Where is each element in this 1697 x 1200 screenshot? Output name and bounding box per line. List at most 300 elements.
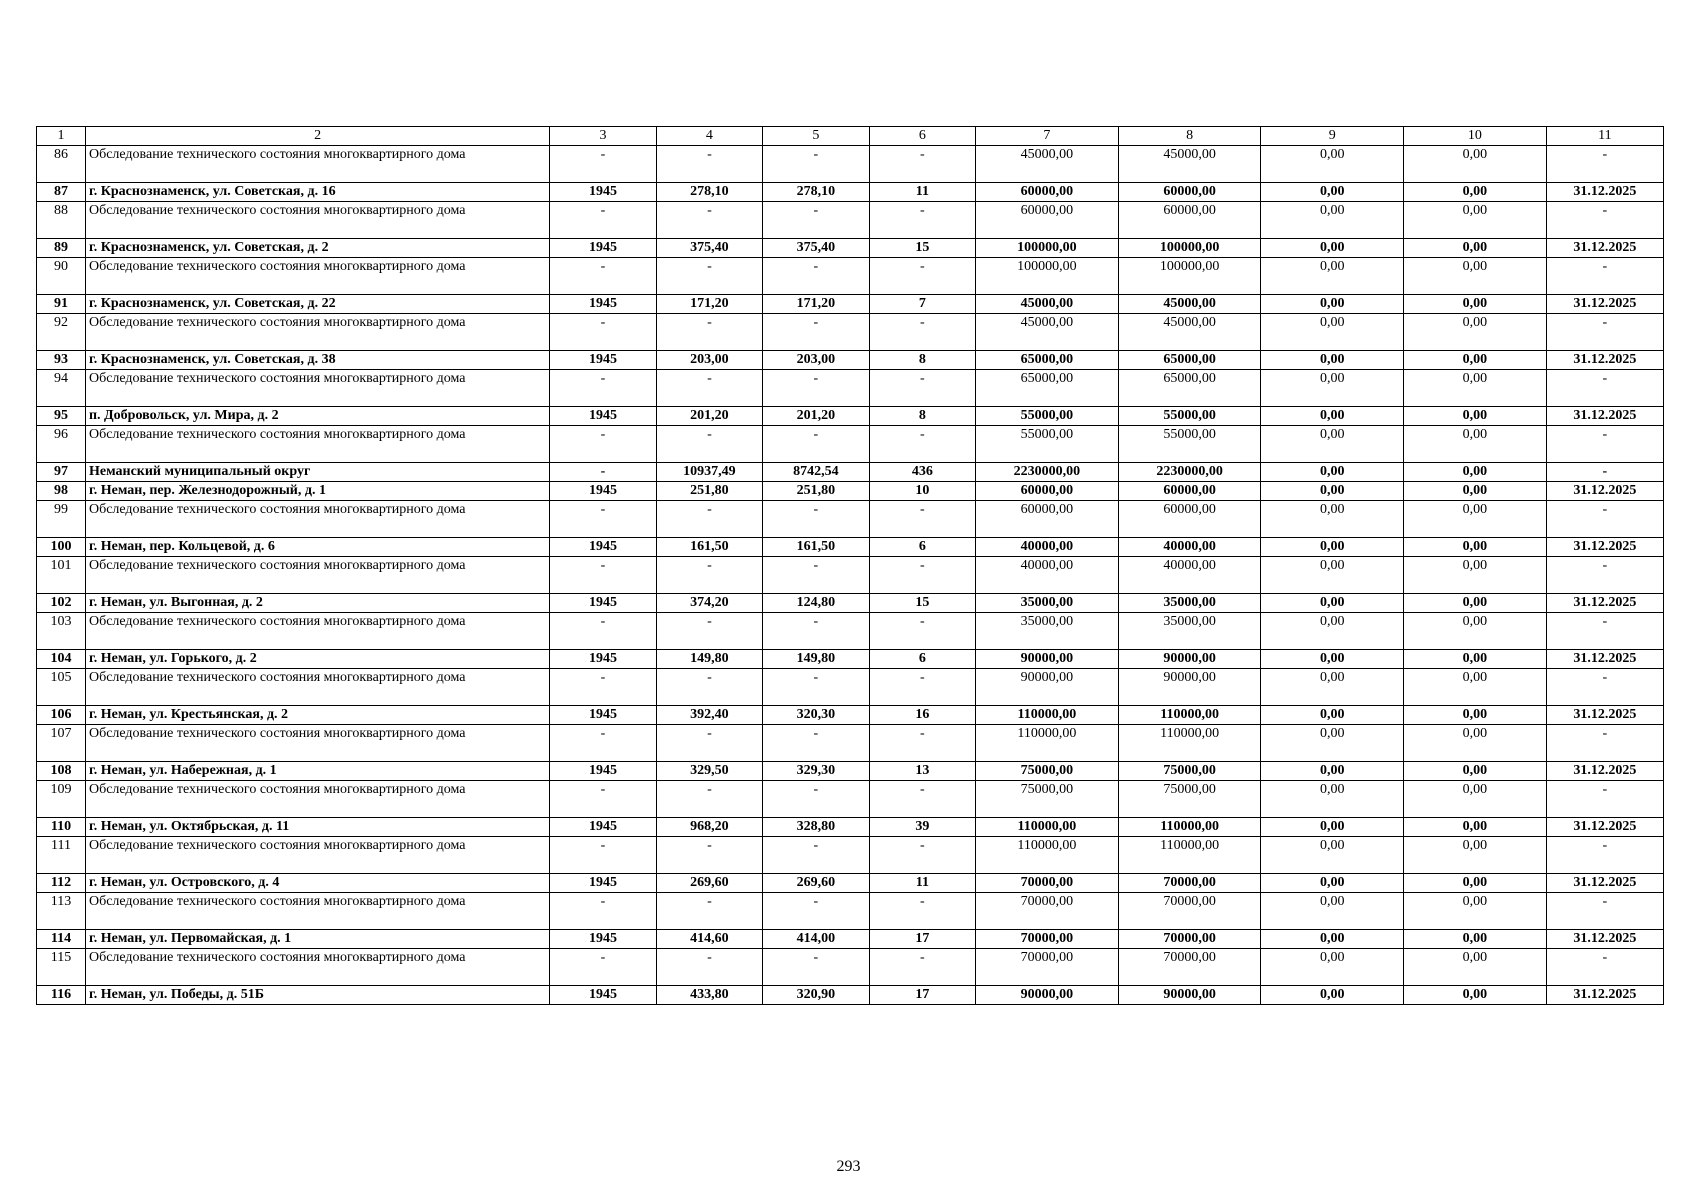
column-header: 11 xyxy=(1546,127,1663,146)
cell-col6: - xyxy=(869,893,975,930)
table-row xyxy=(37,594,1664,613)
cell-col10: 0,00 xyxy=(1404,669,1547,706)
cell-col7: 40000,00 xyxy=(976,538,1119,557)
cell-col7: 35000,00 xyxy=(976,613,1119,650)
cell-col8: 40000,00 xyxy=(1118,538,1261,557)
cell-col3: - xyxy=(550,949,656,986)
cell-col10: 0,00 xyxy=(1404,613,1547,650)
table-row xyxy=(37,183,1664,202)
table-row xyxy=(37,463,1664,482)
row-number: 116 xyxy=(37,986,86,1005)
row-number: 89 xyxy=(37,239,86,258)
cell-col4: 329,50 xyxy=(656,762,762,781)
cell-col9: 0,00 xyxy=(1261,594,1404,613)
row-number: 94 xyxy=(37,370,86,407)
row-name: Обследование технического состояния многоквартирного дома xyxy=(85,501,549,538)
cell-col10: 0,00 xyxy=(1404,781,1547,818)
cell-col8: 35000,00 xyxy=(1118,613,1261,650)
cell-col7: 110000,00 xyxy=(976,837,1119,874)
cell-col9: 0,00 xyxy=(1261,295,1404,314)
cell-col4: 161,50 xyxy=(656,538,762,557)
row-name: г. Краснознаменск, ул. Советская, д. 38 xyxy=(85,351,549,370)
cell-col8: 100000,00 xyxy=(1118,258,1261,295)
cell-col9: 0,00 xyxy=(1261,650,1404,669)
cell-col9: 0,00 xyxy=(1261,893,1404,930)
table-row xyxy=(37,986,1664,1005)
cell-col5: - xyxy=(763,781,869,818)
cell-col3: - xyxy=(550,613,656,650)
row-number: 108 xyxy=(37,762,86,781)
row-name: г. Неман, ул. Первомайская, д. 1 xyxy=(85,930,549,949)
cell-col3: 1945 xyxy=(550,407,656,426)
cell-col9: 0,00 xyxy=(1261,370,1404,407)
cell-col9: 0,00 xyxy=(1261,725,1404,762)
row-name: Обследование технического состояния многоквартирного дома xyxy=(85,258,549,295)
cell-col10: 0,00 xyxy=(1404,314,1547,351)
cell-col4: 149,80 xyxy=(656,650,762,669)
cell-col11: - xyxy=(1546,463,1663,482)
cell-col9: 0,00 xyxy=(1261,463,1404,482)
cell-col11: - xyxy=(1546,370,1663,407)
cell-col4: - xyxy=(656,837,762,874)
cell-col6: 8 xyxy=(869,351,975,370)
cell-col11: 31.12.2025 xyxy=(1546,239,1663,258)
row-number: 112 xyxy=(37,874,86,893)
cell-col9: 0,00 xyxy=(1261,557,1404,594)
row-name: г. Неман, пер. Железнодорожный, д. 1 xyxy=(85,482,549,501)
table-row xyxy=(37,837,1664,874)
cell-col9: 0,00 xyxy=(1261,202,1404,239)
table-row xyxy=(37,893,1664,930)
cell-col10: 0,00 xyxy=(1404,202,1547,239)
row-name: Обследование технического состояния многоквартирного дома xyxy=(85,837,549,874)
cell-col4: 433,80 xyxy=(656,986,762,1005)
table-row xyxy=(37,874,1664,893)
cell-col11: 31.12.2025 xyxy=(1546,930,1663,949)
cell-col7: 90000,00 xyxy=(976,650,1119,669)
cell-col9: 0,00 xyxy=(1261,183,1404,202)
cell-col11: 31.12.2025 xyxy=(1546,874,1663,893)
cell-col5: 269,60 xyxy=(763,874,869,893)
row-name: Обследование технического состояния многоквартирного дома xyxy=(85,613,549,650)
cell-col3: 1945 xyxy=(550,650,656,669)
row-number: 100 xyxy=(37,538,86,557)
cell-col10: 0,00 xyxy=(1404,482,1547,501)
cell-col4: - xyxy=(656,781,762,818)
cell-col10: 0,00 xyxy=(1404,837,1547,874)
table-row xyxy=(37,818,1664,837)
cell-col4: - xyxy=(656,501,762,538)
column-header: 10 xyxy=(1404,127,1547,146)
cell-col6: 11 xyxy=(869,183,975,202)
cell-col11: - xyxy=(1546,949,1663,986)
cell-col11: - xyxy=(1546,314,1663,351)
cell-col7: 110000,00 xyxy=(976,818,1119,837)
row-number: 86 xyxy=(37,146,86,183)
cell-col9: 0,00 xyxy=(1261,930,1404,949)
cell-col7: 100000,00 xyxy=(976,258,1119,295)
cell-col8: 45000,00 xyxy=(1118,295,1261,314)
cell-col7: 60000,00 xyxy=(976,482,1119,501)
table-body xyxy=(37,146,1664,1005)
cell-col11: 31.12.2025 xyxy=(1546,295,1663,314)
table-row xyxy=(37,239,1664,258)
column-header: 6 xyxy=(869,127,975,146)
cell-col5: - xyxy=(763,837,869,874)
cell-col5: - xyxy=(763,314,869,351)
cell-col8: 35000,00 xyxy=(1118,594,1261,613)
cell-col9: 0,00 xyxy=(1261,351,1404,370)
cell-col9: 0,00 xyxy=(1261,239,1404,258)
cell-col4: 374,20 xyxy=(656,594,762,613)
row-number: 114 xyxy=(37,930,86,949)
cell-col6: 15 xyxy=(869,239,975,258)
cell-col11: - xyxy=(1546,258,1663,295)
column-header: 8 xyxy=(1118,127,1261,146)
cell-col9: 0,00 xyxy=(1261,538,1404,557)
cell-col11: 31.12.2025 xyxy=(1546,762,1663,781)
cell-col3: 1945 xyxy=(550,930,656,949)
cell-col9: 0,00 xyxy=(1261,314,1404,351)
cell-col10: 0,00 xyxy=(1404,818,1547,837)
cell-col6: - xyxy=(869,501,975,538)
cell-col4: - xyxy=(656,669,762,706)
cell-col8: 45000,00 xyxy=(1118,314,1261,351)
cell-col5: 320,90 xyxy=(763,986,869,1005)
cell-col7: 45000,00 xyxy=(976,314,1119,351)
cell-col7: 45000,00 xyxy=(976,146,1119,183)
cell-col10: 0,00 xyxy=(1404,295,1547,314)
row-number: 106 xyxy=(37,706,86,725)
cell-col11: - xyxy=(1546,202,1663,239)
cell-col6: - xyxy=(869,314,975,351)
cell-col11: 31.12.2025 xyxy=(1546,538,1663,557)
row-number: 115 xyxy=(37,949,86,986)
cell-col6: - xyxy=(869,669,975,706)
row-number: 93 xyxy=(37,351,86,370)
cell-col11: - xyxy=(1546,613,1663,650)
table-row xyxy=(37,202,1664,239)
cell-col10: 0,00 xyxy=(1404,463,1547,482)
cell-col3: - xyxy=(550,463,656,482)
table-row xyxy=(37,501,1664,538)
cell-col3: 1945 xyxy=(550,538,656,557)
cell-col4: 392,40 xyxy=(656,706,762,725)
cell-col4: - xyxy=(656,202,762,239)
row-name: Обследование технического состояния многоквартирного дома xyxy=(85,893,549,930)
cell-col9: 0,00 xyxy=(1261,818,1404,837)
cell-col5: 201,20 xyxy=(763,407,869,426)
cell-col11: 31.12.2025 xyxy=(1546,351,1663,370)
cell-col8: 2230000,00 xyxy=(1118,463,1261,482)
cell-col5: - xyxy=(763,146,869,183)
column-header: 3 xyxy=(550,127,656,146)
cell-col4: 278,10 xyxy=(656,183,762,202)
cell-col7: 75000,00 xyxy=(976,762,1119,781)
cell-col5: - xyxy=(763,370,869,407)
cell-col7: 65000,00 xyxy=(976,370,1119,407)
cell-col5: 124,80 xyxy=(763,594,869,613)
cell-col5: - xyxy=(763,501,869,538)
cell-col11: 31.12.2025 xyxy=(1546,986,1663,1005)
cell-col10: 0,00 xyxy=(1404,183,1547,202)
column-header: 2 xyxy=(85,127,549,146)
row-name: г. Неман, ул. Победы, д. 51Б xyxy=(85,986,549,1005)
cell-col10: 0,00 xyxy=(1404,501,1547,538)
cell-col7: 55000,00 xyxy=(976,407,1119,426)
cell-col8: 90000,00 xyxy=(1118,669,1261,706)
cell-col5: - xyxy=(763,258,869,295)
cell-col5: - xyxy=(763,725,869,762)
cell-col10: 0,00 xyxy=(1404,986,1547,1005)
cell-col3: 1945 xyxy=(550,762,656,781)
table-row xyxy=(37,669,1664,706)
table-row xyxy=(37,650,1664,669)
cell-col5: - xyxy=(763,949,869,986)
cell-col3: 1945 xyxy=(550,351,656,370)
cell-col8: 110000,00 xyxy=(1118,706,1261,725)
cell-col10: 0,00 xyxy=(1404,258,1547,295)
cell-col9: 0,00 xyxy=(1261,781,1404,818)
row-number: 107 xyxy=(37,725,86,762)
cell-col11: - xyxy=(1546,146,1663,183)
cell-col8: 65000,00 xyxy=(1118,351,1261,370)
row-number: 102 xyxy=(37,594,86,613)
cell-col9: 0,00 xyxy=(1261,258,1404,295)
cell-col10: 0,00 xyxy=(1404,370,1547,407)
row-number: 111 xyxy=(37,837,86,874)
cell-col7: 100000,00 xyxy=(976,239,1119,258)
cell-col8: 75000,00 xyxy=(1118,762,1261,781)
cell-col7: 70000,00 xyxy=(976,949,1119,986)
cell-col6: 13 xyxy=(869,762,975,781)
cell-col9: 0,00 xyxy=(1261,949,1404,986)
row-name: г. Краснознаменск, ул. Советская, д. 16 xyxy=(85,183,549,202)
cell-col11: - xyxy=(1546,893,1663,930)
cell-col11: 31.12.2025 xyxy=(1546,706,1663,725)
table-row xyxy=(37,706,1664,725)
cell-col6: - xyxy=(869,837,975,874)
row-number: 103 xyxy=(37,613,86,650)
cell-col11: - xyxy=(1546,837,1663,874)
table-row xyxy=(37,295,1664,314)
cell-col4: - xyxy=(656,949,762,986)
cell-col9: 0,00 xyxy=(1261,669,1404,706)
table-row xyxy=(37,351,1664,370)
cell-col5: 328,80 xyxy=(763,818,869,837)
cell-col9: 0,00 xyxy=(1261,706,1404,725)
column-header: 1 xyxy=(37,127,86,146)
cell-col10: 0,00 xyxy=(1404,874,1547,893)
cell-col7: 90000,00 xyxy=(976,669,1119,706)
cell-col4: - xyxy=(656,370,762,407)
cell-col7: 35000,00 xyxy=(976,594,1119,613)
cell-col10: 0,00 xyxy=(1404,762,1547,781)
cell-col6: 17 xyxy=(869,930,975,949)
cell-col6: - xyxy=(869,258,975,295)
cell-col8: 55000,00 xyxy=(1118,407,1261,426)
cell-col11: - xyxy=(1546,501,1663,538)
cell-col6: 16 xyxy=(869,706,975,725)
page-number: 293 xyxy=(836,1158,861,1175)
cell-col3: 1945 xyxy=(550,594,656,613)
cell-col3: 1945 xyxy=(550,986,656,1005)
row-number: 97 xyxy=(37,463,86,482)
cell-col4: 269,60 xyxy=(656,874,762,893)
row-name: г. Неман, ул. Крестьянская, д. 2 xyxy=(85,706,549,725)
row-number: 95 xyxy=(37,407,86,426)
cell-col11: 31.12.2025 xyxy=(1546,818,1663,837)
row-name: г. Неман, ул. Набережная, д. 1 xyxy=(85,762,549,781)
cell-col3: - xyxy=(550,669,656,706)
cell-col5: - xyxy=(763,426,869,463)
cell-col5: 375,40 xyxy=(763,239,869,258)
cell-col11: 31.12.2025 xyxy=(1546,183,1663,202)
cell-col8: 65000,00 xyxy=(1118,370,1261,407)
cell-col5: - xyxy=(763,893,869,930)
row-number: 104 xyxy=(37,650,86,669)
cell-col7: 55000,00 xyxy=(976,426,1119,463)
cell-col10: 0,00 xyxy=(1404,725,1547,762)
row-name: г. Неман, ул. Островского, д. 4 xyxy=(85,874,549,893)
row-name: г. Неман, ул. Горького, д. 2 xyxy=(85,650,549,669)
cell-col6: 39 xyxy=(869,818,975,837)
row-number: 105 xyxy=(37,669,86,706)
cell-col8: 110000,00 xyxy=(1118,818,1261,837)
cell-col6: 7 xyxy=(869,295,975,314)
cell-col4: 10937,49 xyxy=(656,463,762,482)
cell-col11: 31.12.2025 xyxy=(1546,650,1663,669)
cell-col6: 436 xyxy=(869,463,975,482)
cell-col5: 320,30 xyxy=(763,706,869,725)
cell-col3: - xyxy=(550,258,656,295)
cell-col3: - xyxy=(550,202,656,239)
cell-col8: 70000,00 xyxy=(1118,949,1261,986)
cell-col7: 60000,00 xyxy=(976,202,1119,239)
row-name: Обследование технического состояния многоквартирного дома xyxy=(85,557,549,594)
cell-col3: - xyxy=(550,314,656,351)
cell-col3: - xyxy=(550,501,656,538)
cell-col10: 0,00 xyxy=(1404,557,1547,594)
cell-col5: 329,30 xyxy=(763,762,869,781)
row-number: 99 xyxy=(37,501,86,538)
cell-col8: 75000,00 xyxy=(1118,781,1261,818)
row-number: 101 xyxy=(37,557,86,594)
table-row xyxy=(37,258,1664,295)
row-name: Неманский муниципальный округ xyxy=(85,463,549,482)
header-row xyxy=(37,127,1664,146)
cell-col3: - xyxy=(550,893,656,930)
cell-col8: 110000,00 xyxy=(1118,837,1261,874)
cell-col7: 60000,00 xyxy=(976,501,1119,538)
cell-col6: 6 xyxy=(869,650,975,669)
cell-col5: 203,00 xyxy=(763,351,869,370)
cell-col6: - xyxy=(869,426,975,463)
cell-col5: 8742,54 xyxy=(763,463,869,482)
table-row xyxy=(37,949,1664,986)
cell-col4: 251,80 xyxy=(656,482,762,501)
cell-col7: 70000,00 xyxy=(976,930,1119,949)
row-number: 90 xyxy=(37,258,86,295)
cell-col6: - xyxy=(869,370,975,407)
cell-col5: 149,80 xyxy=(763,650,869,669)
cell-col10: 0,00 xyxy=(1404,426,1547,463)
cell-col9: 0,00 xyxy=(1261,482,1404,501)
cell-col7: 70000,00 xyxy=(976,874,1119,893)
cell-col5: 251,80 xyxy=(763,482,869,501)
cell-col3: 1945 xyxy=(550,183,656,202)
cell-col3: - xyxy=(550,837,656,874)
cell-col10: 0,00 xyxy=(1404,650,1547,669)
cell-col7: 110000,00 xyxy=(976,725,1119,762)
row-name: г. Неман, пер. Кольцевой, д. 6 xyxy=(85,538,549,557)
cell-col7: 45000,00 xyxy=(976,295,1119,314)
cell-col4: 968,20 xyxy=(656,818,762,837)
cell-col9: 0,00 xyxy=(1261,426,1404,463)
cell-col6: - xyxy=(869,202,975,239)
cell-col3: - xyxy=(550,781,656,818)
cell-col8: 60000,00 xyxy=(1118,183,1261,202)
row-name: г. Краснознаменск, ул. Советская, д. 2 xyxy=(85,239,549,258)
cell-col9: 0,00 xyxy=(1261,146,1404,183)
data-table xyxy=(36,126,1664,1005)
cell-col11: - xyxy=(1546,781,1663,818)
cell-col6: 10 xyxy=(869,482,975,501)
cell-col6: 15 xyxy=(869,594,975,613)
row-name: Обследование технического состояния многоквартирного дома xyxy=(85,146,549,183)
cell-col8: 100000,00 xyxy=(1118,239,1261,258)
row-name: Обследование технического состояния многоквартирного дома xyxy=(85,949,549,986)
cell-col7: 75000,00 xyxy=(976,781,1119,818)
cell-col7: 110000,00 xyxy=(976,706,1119,725)
cell-col8: 70000,00 xyxy=(1118,893,1261,930)
cell-col7: 90000,00 xyxy=(976,986,1119,1005)
column-header: 4 xyxy=(656,127,762,146)
cell-col6: - xyxy=(869,557,975,594)
cell-col6: - xyxy=(869,781,975,818)
row-number: 92 xyxy=(37,314,86,351)
cell-col10: 0,00 xyxy=(1404,407,1547,426)
cell-col9: 0,00 xyxy=(1261,613,1404,650)
cell-col8: 90000,00 xyxy=(1118,650,1261,669)
cell-col8: 70000,00 xyxy=(1118,930,1261,949)
row-number: 109 xyxy=(37,781,86,818)
cell-col10: 0,00 xyxy=(1404,239,1547,258)
cell-col7: 2230000,00 xyxy=(976,463,1119,482)
cell-col8: 70000,00 xyxy=(1118,874,1261,893)
cell-col4: 375,40 xyxy=(656,239,762,258)
cell-col9: 0,00 xyxy=(1261,874,1404,893)
cell-col3: 1945 xyxy=(550,295,656,314)
cell-col3: - xyxy=(550,370,656,407)
cell-col6: - xyxy=(869,725,975,762)
cell-col3: 1945 xyxy=(550,482,656,501)
cell-col5: - xyxy=(763,613,869,650)
cell-col4: 203,00 xyxy=(656,351,762,370)
row-name: Обследование технического состояния многоквартирного дома xyxy=(85,669,549,706)
cell-col7: 60000,00 xyxy=(976,183,1119,202)
row-name: Обследование технического состояния многоквартирного дома xyxy=(85,202,549,239)
cell-col6: - xyxy=(869,146,975,183)
cell-col4: - xyxy=(656,146,762,183)
cell-col10: 0,00 xyxy=(1404,594,1547,613)
row-name: Обследование технического состояния многоквартирного дома xyxy=(85,781,549,818)
cell-col4: - xyxy=(656,314,762,351)
cell-col5: - xyxy=(763,669,869,706)
cell-col6: 6 xyxy=(869,538,975,557)
cell-col4: 201,20 xyxy=(656,407,762,426)
column-header: 5 xyxy=(763,127,869,146)
